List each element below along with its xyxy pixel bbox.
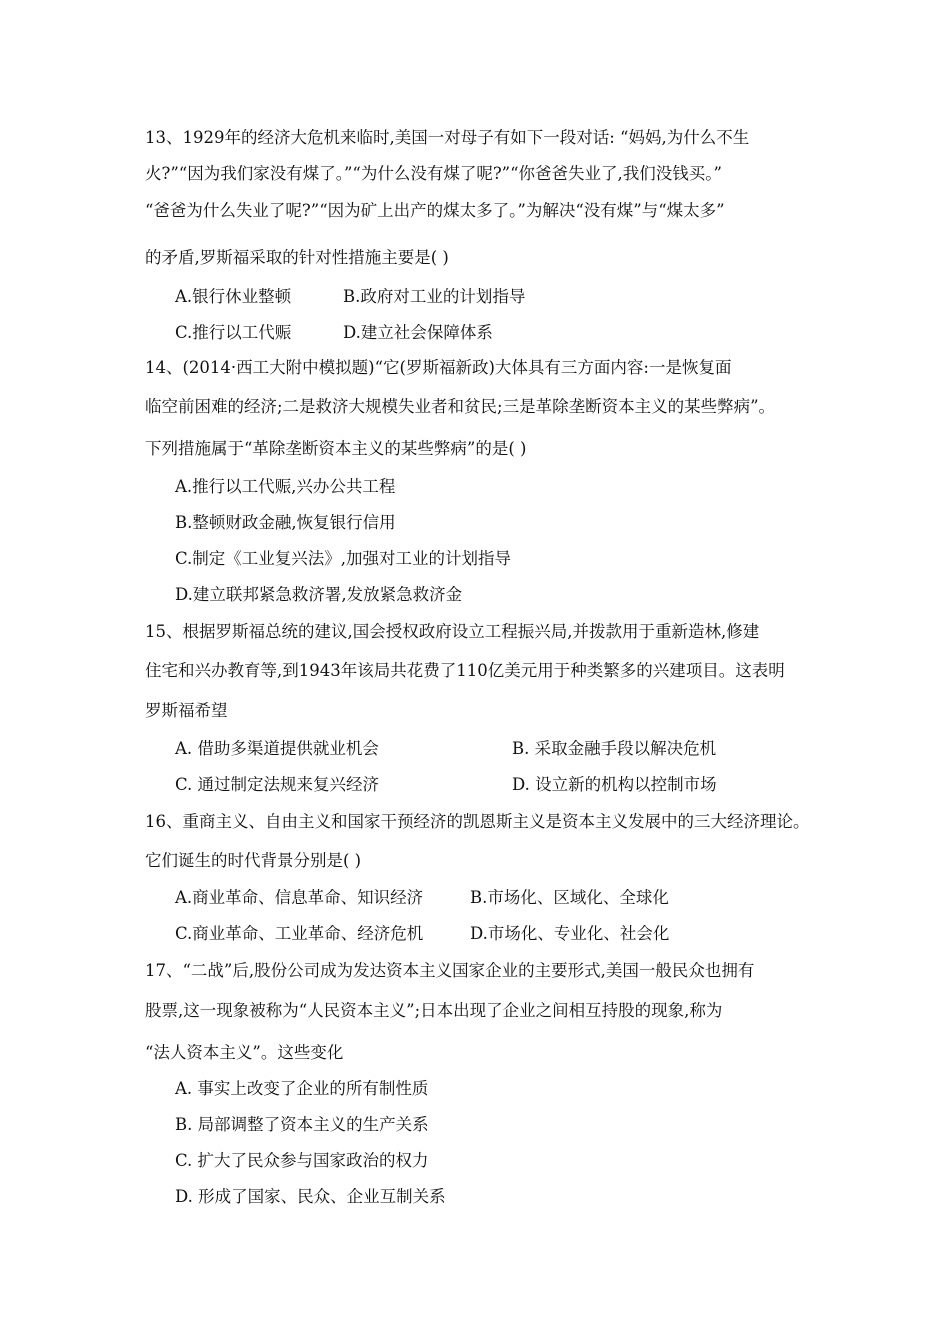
q15-option-a: A. 借助多渠道提供就业机会 — [175, 739, 379, 758]
q16-option-b: B.市场化、区域化、全球化 — [470, 888, 669, 907]
q15-stem-line-2: 住宅和兴办教育等,到1943年该局共花费了110亿美元用于种类繁多的兴建项目。这表明 — [145, 661, 785, 680]
q14-option-d: D.建立联邦紧急救济署,发放紧急救济金 — [175, 585, 463, 604]
q15-stem-line-3: 罗斯福希望 — [145, 701, 228, 720]
q13-stem-line-1: 13、1929年的经济大危机来临时,美国一对母子有如下一段对话: “妈妈,为什么不生 — [145, 128, 750, 147]
q13-stem-line-4: 的矛盾,罗斯福采取的针对性措施主要是( ) — [145, 248, 449, 267]
q13-stem-line-2: 火?”“因为我们家没有煤了。”“为什么没有煤了呢?”“你爸爸失业了,我们没钱买。” — [145, 164, 722, 183]
q15-option-b: B. 采取金融手段以解决危机 — [512, 739, 717, 758]
q17-option-d: D. 形成了国家、民众、企业互制关系 — [175, 1187, 446, 1206]
q14-stem-line-3: 下列措施属于“革除垄断资本主义的某些弊病”的是( ) — [145, 439, 527, 458]
q16-option-c: C.商业革命、工业革命、经济危机 — [175, 924, 424, 943]
q14-stem-line-1: 14、(2014·西工大附中模拟题)“它(罗斯福新政)大体具有三方面内容:一是恢复面 — [145, 358, 732, 377]
q13-option-b: B.政府对工业的计划指导 — [343, 287, 526, 306]
q16-stem-line-1: 16、重商主义、自由主义和国家干预经济的凯恩斯主义是资本主义发展中的三大经济理论。 — [145, 812, 810, 831]
q15-stem-line-1: 15、根据罗斯福总统的建议,国会授权政府设立工程振兴局,并拨款用于重新造林,修建 — [145, 622, 760, 641]
q13-stem-line-3: “爸爸为什么失业了呢?”“因为矿上出产的煤太多了。”为解决“没有煤”与“煤太多” — [145, 201, 725, 220]
q14-stem-line-2: 临空前困难的经济;二是救济大规模失业者和贫民;三是革除垄断资本主义的某些弊病”。 — [145, 397, 776, 416]
q16-option-d: D.市场化、专业化、社会化 — [470, 924, 670, 943]
q14-option-b: B.整顿财政金融,恢复银行信用 — [175, 513, 396, 532]
q13-option-d: D.建立社会保障体系 — [343, 323, 493, 342]
q14-option-c: C.制定《工业复兴法》,加强对工业的计划指导 — [175, 549, 512, 568]
q17-option-a: A. 事实上改变了企业的所有制性质 — [175, 1079, 429, 1098]
q15-option-d: D. 设立新的机构以控制市场 — [512, 775, 717, 794]
q14-option-a: A.推行以工代赈,兴办公共工程 — [175, 477, 396, 496]
q16-stem-line-2: 它们诞生的时代背景分别是( ) — [145, 851, 362, 870]
q17-option-c: C. 扩大了民众参与国家政治的权力 — [175, 1151, 429, 1170]
q13-option-a: A.银行休业整顿 — [175, 287, 292, 306]
q15-option-c: C. 通过制定法规来复兴经济 — [175, 775, 380, 794]
q17-option-b: B. 局部调整了资本主义的生产关系 — [175, 1115, 429, 1134]
q17-stem-line-1: 17、“二战”后,股份公司成为发达资本主义国家企业的主要形式,美国一般民众也拥有 — [145, 961, 755, 980]
q13-option-c: C.推行以工代赈 — [175, 323, 292, 342]
q17-stem-line-2: 股票,这一现象被称为“人民资本主义”;日本出现了企业之间相互持股的现象,称为 — [145, 1001, 723, 1020]
q16-option-a: A.商业革命、信息革命、知识经济 — [175, 888, 424, 907]
q17-stem-line-3: “法人资本主义”。这些变化 — [145, 1043, 344, 1062]
